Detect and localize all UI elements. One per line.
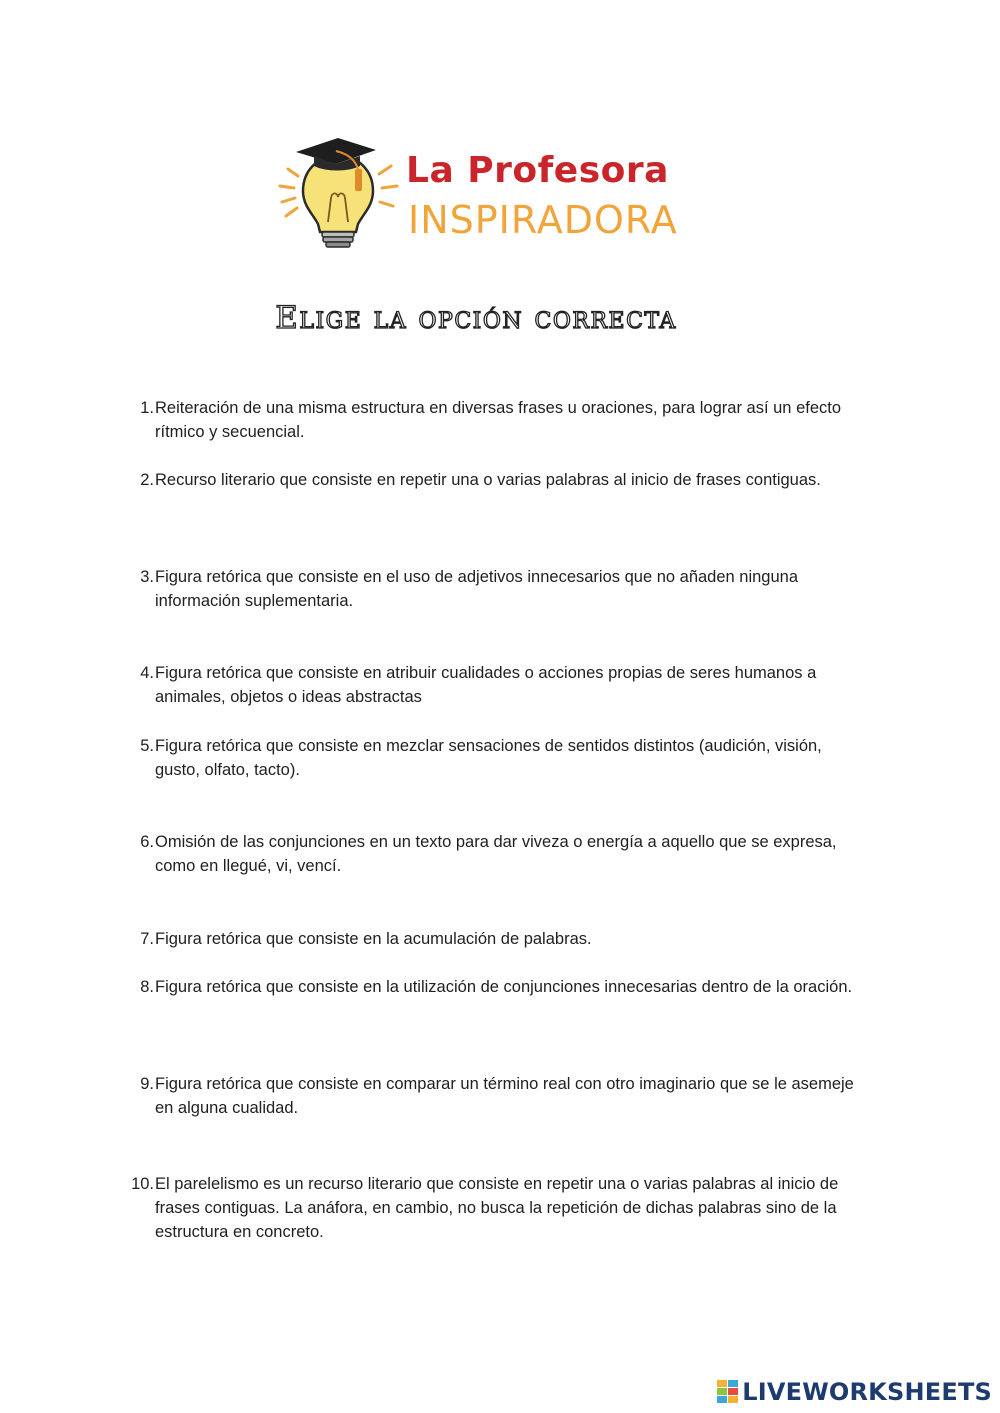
- question-text: Figura retórica que consiste en el uso de adjetivos innecesarios que no añaden ninguna información suplementaria.: [155, 568, 799, 610]
- question-number: 5.: [140, 737, 154, 755]
- brand-name-line2: INSPIRADORA: [408, 198, 678, 242]
- lightbulb-graduation-cap-icon: [276, 136, 401, 251]
- question-number: 2.: [140, 471, 154, 489]
- liveworksheets-footer[interactable]: [717, 1377, 992, 1407]
- question-text: Recurso literario que consiste en repetir una o varias palabras al inicio de frases contiguas.: [155, 471, 821, 489]
- question-number: 10.: [131, 1175, 154, 1193]
- liveworksheets-brand: LIVEWORKSHEETS: [742, 1378, 992, 1406]
- question-text: Figura retórica que consiste en la utilización de conjunciones innecesarias dentro de la oración.: [155, 978, 853, 996]
- question-text: Reiteración de una misma estructura en diversas frases u oraciones, para lograr así un efecto rítmico y secuencial.: [155, 399, 842, 441]
- question-number: 6.: [140, 833, 154, 851]
- question-text: Figura retórica que consiste en comparar un término real con otro imaginario que se le asemeje en alguna cualidad.: [155, 1075, 854, 1117]
- question-text: Omisión de las conjunciones en un texto para dar viveza o energía a aquello que se expresa, como en llegué, vi, vencí.: [155, 833, 837, 875]
- question-text: Figura retórica que consiste en atribuir cualidades o acciones propias de seres humanos a animales, objetos o ideas abstractas: [155, 664, 817, 706]
- brand-logo: [276, 136, 676, 251]
- question-number: 9.: [140, 1075, 154, 1093]
- page-title: Elige la opción correcta: [275, 300, 677, 336]
- question-number: 7.: [140, 930, 154, 948]
- question-number: 8.: [140, 978, 154, 996]
- question-number: 3.: [140, 568, 154, 586]
- question-number: 1.: [140, 399, 154, 417]
- brand-name-line1: La Profesora: [406, 150, 669, 191]
- question-text: Figura retórica que consiste en la acumulación de palabras.: [155, 930, 592, 948]
- question-number: 4.: [140, 664, 154, 682]
- question-text: Figura retórica que consiste en mezclar sensaciones de sentidos distintos (audición, visión, gusto, olfato, tacto).: [155, 737, 822, 779]
- liveworksheets-logo-icon: [717, 1380, 739, 1404]
- question-text: El parelelismo es un recurso literario que consiste en repetir una o varias palabras al inicio de frases contiguas. La anáfora, en cambio, no busca la repetición de dichas palabras sino de la estructura en concreto.: [155, 1175, 839, 1241]
